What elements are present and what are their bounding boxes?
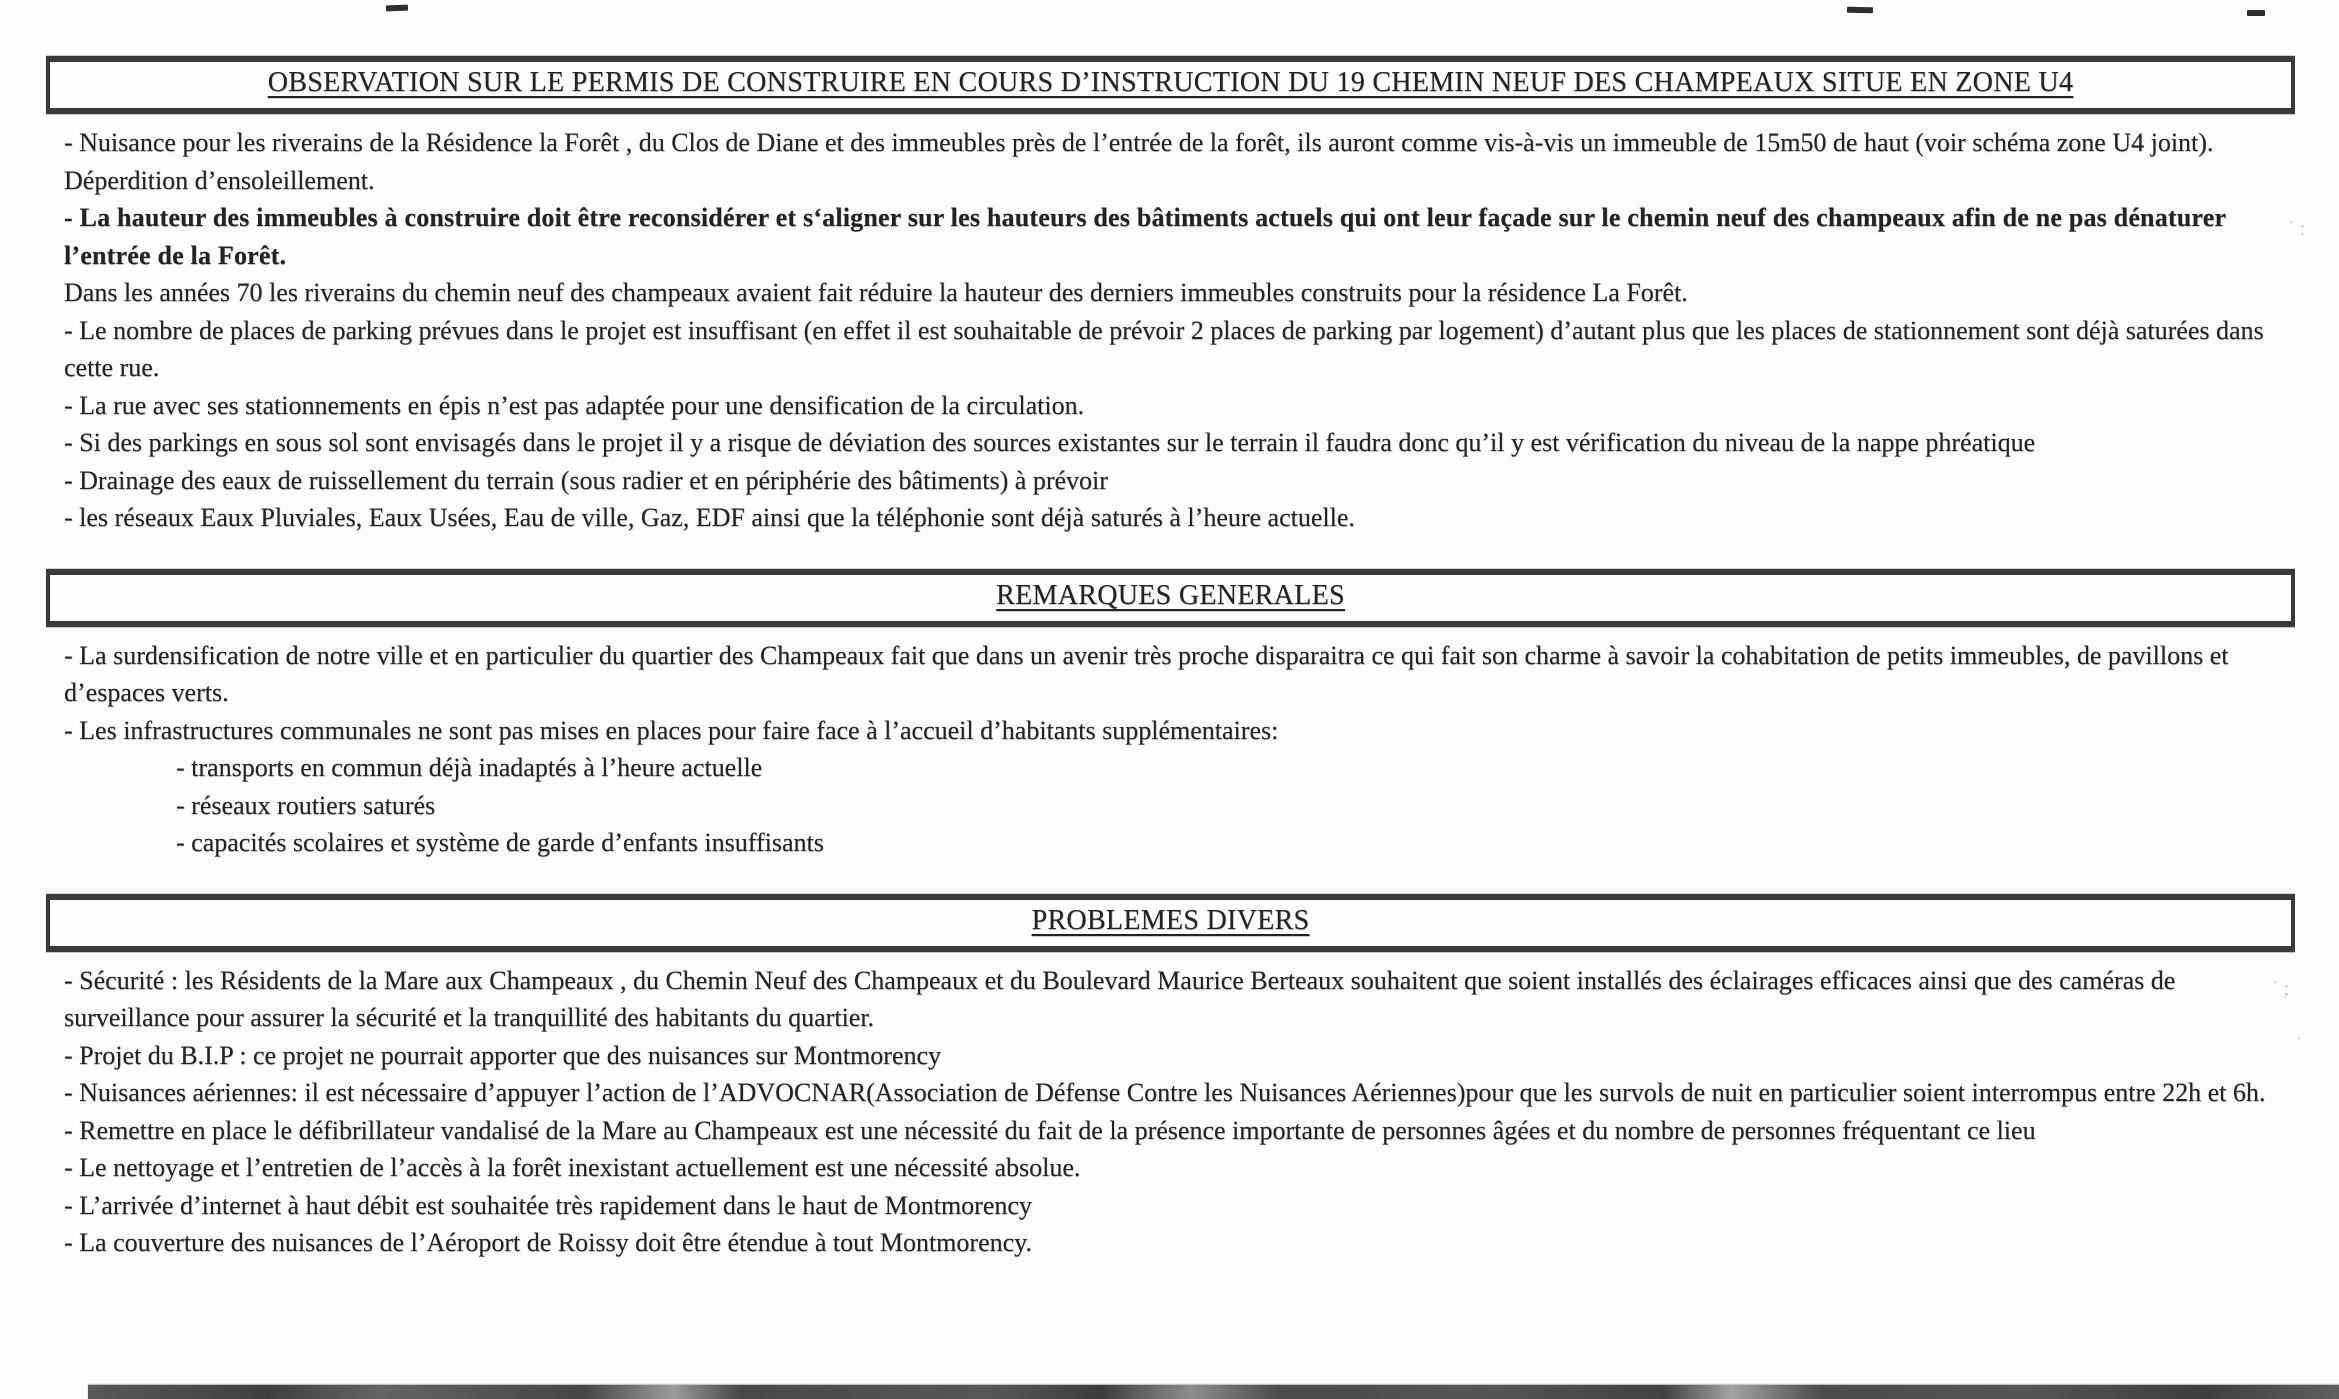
- para-internet-haut-debit: - L’arrivée d’internet à haut débit est souhaitée très rapidement dans le haut de Montmorency: [64, 1190, 1032, 1220]
- para-securite-eclairages: - Sécurité : les Résidents de la Mare aux Champeaux , du Chemin Neuf des Champeaux et du Boulevard Maurice Berteaux souhaitent que soient installés des éclairages efficaces ainsi que des caméras de surveillance pour assurer la sécurité et la tranquillité des habitants du quartier.: [64, 965, 2176, 1032]
- para-reseaux-routiers: - réseaux routiers saturés: [176, 790, 436, 820]
- section-title-remarques: REMARQUES GENERALES: [996, 579, 1345, 611]
- para-capacites-scolaires: - capacités scolaires et système de garde d’enfants insuffisants: [176, 828, 824, 857]
- scan-artifact-speck: ᾽ :: [2288, 218, 2306, 240]
- section-body: [46, 627, 2295, 862]
- para-projet-bip: - Projet du B.I.P : ce projet ne pourrait apporter que des nuisances sur Montmorency: [64, 1040, 942, 1070]
- para-drainage-eaux: - Drainage des eaux de ruissellement du terrain (sous radier et en périphérie des bâtiments) à prévoir: [64, 465, 1108, 495]
- section-title-box: [46, 894, 2295, 952]
- section-problemes-divers: [46, 894, 2295, 1262]
- scan-artifact-speck: ᾿ ;: [2272, 978, 2290, 1000]
- para-nettoyage-foret: - Le nettoyage et l’entretien de l’accès à la forêt inexistant actuellement est une nécessité absolue.: [64, 1153, 1081, 1182]
- para-annees-70: Dans les années 70 les riverains du chemin neuf des champeaux avaient fait réduire la hauteur des derniers immeubles construits pour la résidence La Forêt.: [64, 278, 1688, 307]
- section-body: [46, 114, 2295, 537]
- scan-artifact-dash: [1847, 7, 1873, 13]
- section-title-box: [46, 56, 2295, 114]
- section-remarques-generales: [46, 569, 2295, 862]
- para-stationnements-epis: - La rue avec ses stationnements en épis n’est pas adaptée pour une densification de la circulation.: [64, 390, 1085, 420]
- section-observation-permis: [46, 56, 2295, 537]
- para-surdensification: - La surdensification de notre ville et en particulier du quartier des Champeaux fait que dans un avenir très proche disparaitra ce qui fait son charme à savoir la cohabitation de petits immeubles, de pavillons et d’espaces verts.: [64, 640, 2229, 707]
- para-transports-commun: - transports en commun déjà inadaptés à l’heure actuelle: [176, 753, 763, 782]
- scan-artifact-speck: ·: [2296, 1028, 2303, 1050]
- scan-artifact-dash: [2247, 10, 2265, 16]
- para-reseaux-satures: - les réseaux Eaux Pluviales, Eaux Usées, Eau de ville, Gaz, EDF ainsi que la téléphonie sont déjà saturés à l’heure actuelle.: [64, 503, 1355, 532]
- para-couverture-roissy: - La couverture des nuisances de l’Aéroport de Roissy doit être étendue à tout Montmorency.: [64, 1228, 1032, 1257]
- para-parkings-sous-sol: - Si des parkings en sous sol sont envisagés dans le projet il y a risque de déviation des sources existantes sur le terrain il faudra donc qu’il y est vérification du niveau de la nappe phréatique: [64, 428, 2036, 457]
- scan-artifact-bottom-band: [88, 1385, 2339, 1399]
- para-nuisances-aeriennes: - Nuisances aériennes: il est nécessaire d’appuyer l’action de l’ADVOCNAR(Association de Défense Contre les Nuisances Aériennes)pour que les survols de nuit en particulier soient interrompus entre 22h et 6h.: [64, 1078, 2266, 1107]
- section-title-problemes: PROBLEMES DIVERS: [1031, 904, 1310, 936]
- para-defibrillateur: - Remettre en place le défibrillateur vandalisé de la Mare au Champeaux est une nécessité du fait de la présence importante de personnes âgées et du nombre de personnes fréquentant ce lieu: [64, 1115, 2036, 1145]
- para-places-parking: - Le nombre de places de parking prévues dans le projet est insuffisant (en effet il est souhaitable de prévoir 2 places de parking par logement) d’autant plus que les places de stationnement sont déjà saturées dans cette rue.: [64, 315, 2264, 382]
- section-title-box: [46, 569, 2295, 627]
- para-nuisance-riverains: - Nuisance pour les riverains de la Résidence la Forêt , du Clos de Diane et des immeubles près de l’entrée de la forêt, ils auront comme vis-à-vis un immeuble de 15m50 de haut (voir schéma zone U4 joint). Déperdition d’ensoleillement.: [64, 128, 2214, 195]
- section-body: [46, 952, 2295, 1262]
- para-hauteur-immeubles: - La hauteur des immeubles à construire doit être reconsidérer et s‘aligner sur les hauteurs des bâtiments actuels qui ont leur façade sur le chemin neuf des champeaux afin de ne pas dénaturer l’entrée de la Forêt.: [64, 203, 2226, 270]
- scan-artifact-dash: [386, 5, 408, 12]
- section-title-observation: OBSERVATION SUR LE PERMIS DE CONSTRUIRE EN COURS D’INSTRUCTION DU 19 CHEMIN NEUF DES CHAMPEAUX SITUE EN ZONE U4: [267, 67, 2074, 98]
- para-infrastructures-communales: - Les infrastructures communales ne sont pas mises en places pour faire face à l’accueil d’habitants supplémentaires:: [64, 715, 1279, 745]
